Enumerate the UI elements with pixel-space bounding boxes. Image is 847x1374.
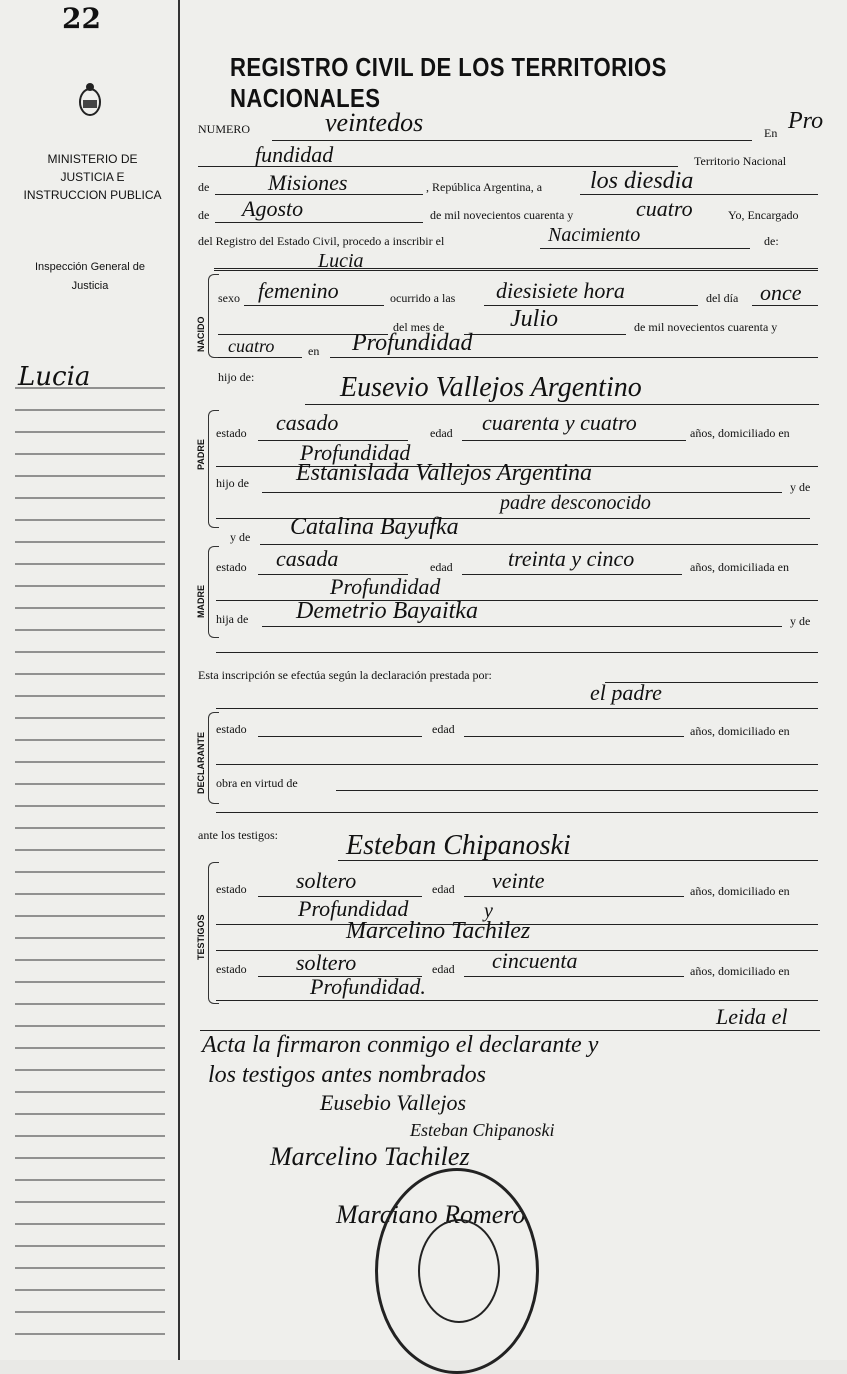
side-label-testigos: TESTIGOS [196, 914, 206, 960]
hijo-de-label: hijo de: [218, 370, 255, 384]
declarante-value: el padre [590, 680, 662, 705]
signature-3: Marcelino Tachilez [270, 1142, 470, 1171]
estado-label: estado [216, 426, 247, 440]
mil-nov-label: de mil novecientos cuarenta y [634, 320, 778, 334]
hijo-de2-label: hijo de [216, 476, 249, 490]
novecientos-label: de mil novecientos cuarenta y [430, 208, 574, 222]
en-label: En [764, 126, 778, 140]
edad-label: edad [430, 426, 453, 440]
rule [216, 652, 818, 653]
de-label: de [198, 180, 210, 194]
t2-edad: cincuenta [492, 948, 578, 973]
estado-label: estado [216, 722, 247, 736]
y-value: y [484, 900, 493, 922]
acta-line-2: los testigos antes nombrados [208, 1062, 487, 1088]
rule [464, 736, 684, 737]
side-label-declarante: DECLARANTE [196, 732, 206, 794]
side-label-nacido: NACIDO [196, 316, 206, 352]
padre-edad: cuarenta y cuatro [482, 410, 637, 435]
rule [262, 626, 782, 627]
anos-dom-label: años, domiciliado en [690, 724, 790, 738]
madre-estado: casada [276, 546, 339, 571]
abuelo-mat: Demetrio Bayaitka [296, 598, 478, 624]
anos-dom-label: años, domiciliado en [690, 964, 790, 978]
stub-column [0, 0, 180, 1360]
edad-label: edad [432, 722, 455, 736]
official-seal-icon [375, 1168, 539, 1374]
signature-2: Esteban Chipanoski [410, 1120, 555, 1140]
y-de3-label: y de [790, 614, 811, 628]
padre-dom: Profundidad [300, 440, 411, 465]
y-de2-label: y de [230, 530, 251, 544]
rule [215, 222, 423, 223]
madre-edad: treinta y cinco [508, 546, 635, 571]
stub-name: Lucia [18, 362, 91, 392]
territorio-value: Misiones [268, 170, 348, 195]
registro-label: del Registro del Estado Civil, procedo a inscribir el [198, 234, 445, 248]
t1-dom: Profundidad [298, 896, 409, 921]
en-value: Pro [788, 108, 824, 134]
abuela-pat: padre desconocido [500, 492, 651, 514]
edad-label: edad [430, 560, 453, 574]
rule [218, 357, 302, 358]
edad-label: edad [432, 882, 455, 896]
rule [462, 574, 682, 575]
rule [540, 248, 750, 249]
madre-dom: Profundidad [330, 574, 441, 599]
numero-label: NUMERO [198, 122, 251, 136]
anos-dom-label: años, domiciliado en [690, 426, 790, 440]
rule [216, 708, 818, 709]
ocurrido-label: ocurrido a las [390, 291, 456, 305]
mes-nac-value: Julio [510, 306, 558, 332]
hora-value: diesisiete hora [496, 278, 625, 303]
yo-label: Yo, Encargado [728, 208, 799, 222]
acta-line-1: Acta la firmaron conmigo el declarante y [202, 1032, 599, 1058]
abuelo-pat: Estanislada Vallejos Argentina [296, 460, 593, 486]
anio-value: cuatro [636, 196, 693, 221]
stub-lines [0, 0, 178, 1360]
estado-label: estado [216, 962, 247, 976]
madre-value: Catalina Bayufka [290, 514, 459, 540]
estado-label: estado [216, 560, 247, 574]
rule [336, 790, 818, 791]
anos-dom-label: años, domiciliado en [690, 884, 790, 898]
rule [216, 764, 818, 765]
brace [208, 274, 219, 358]
t2-estado: soltero [296, 950, 357, 975]
declaracion-label: Esta inscripción se efectúa según la declaración prestada por: [198, 668, 492, 682]
obra-label: obra en virtud de [216, 776, 298, 790]
en-cont: fundidad [255, 142, 334, 167]
t2-dom: Profundidad. [310, 974, 426, 999]
rule [272, 140, 752, 141]
rule [330, 357, 818, 358]
stub-number: 22 [62, 2, 101, 35]
de-label: de: [764, 234, 779, 248]
rule-double [214, 268, 818, 271]
en-label-2: en [308, 344, 320, 358]
republica-label: , República Argentina, a [426, 180, 543, 194]
ministry-label: MINISTERIO DE JUSTICIA E INSTRUCCION PUBLICA [23, 152, 162, 202]
edad-label: edad [432, 962, 455, 976]
rule [462, 440, 686, 441]
rule [258, 736, 422, 737]
anos-doma-label: años, domiciliada en [690, 560, 789, 574]
inspection-label: Inspección General de Justicia [34, 261, 146, 292]
de-label: de [198, 208, 210, 222]
acto-value: Nacimiento [548, 224, 641, 246]
del-dia-label: del día [706, 291, 739, 305]
ante-label: ante los testigos: [198, 828, 278, 842]
sexo-label: sexo [218, 291, 240, 305]
seal-emblem-icon [418, 1219, 500, 1323]
rule [216, 1000, 818, 1001]
padre-value: Eusevio Vallejos Argentino [340, 372, 642, 403]
rule [244, 305, 384, 306]
rule [464, 976, 684, 977]
lugar-nac-value: Profundidad [352, 330, 473, 356]
rule [464, 334, 626, 335]
rule [200, 1030, 820, 1031]
del-mes-label: del mes de [393, 320, 445, 334]
dia-nac-value: once [760, 280, 802, 305]
rule [305, 404, 819, 405]
estado-label: estado [216, 882, 247, 896]
numero-value: veintedos [325, 108, 424, 137]
leida-value: Leida el [716, 1004, 788, 1029]
side-label-madre: MADRE [196, 585, 206, 618]
t1-estado: soltero [296, 868, 357, 893]
signature-4: Marciano Romero [336, 1200, 526, 1229]
t1-edad: veinte [492, 868, 545, 893]
inscripto-value: Lucia [318, 250, 364, 272]
rule [216, 812, 818, 813]
dia-value: los diesdia [590, 168, 694, 194]
sexo-value: femenino [258, 278, 339, 303]
rule [260, 544, 818, 545]
anio-nac-value: cuatro [228, 336, 275, 356]
document-title: REGISTRO CIVIL DE LOS TERRITORIOS NACIONALES [230, 52, 667, 113]
padre-estado: casado [276, 410, 339, 435]
side-label-padre: PADRE [196, 439, 206, 470]
hija-de-label: hija de [216, 612, 249, 626]
testigo2-value: Marcelino Tachilez [346, 918, 531, 944]
y-de-label: y de [790, 480, 811, 494]
testigo1-value: Esteban Chipanoski [346, 830, 571, 861]
rule [464, 896, 684, 897]
signature-1: Eusebio Vallejos [320, 1090, 467, 1115]
territorio-label: Territorio Nacional [694, 154, 787, 168]
mes-value: Agosto [242, 196, 304, 221]
